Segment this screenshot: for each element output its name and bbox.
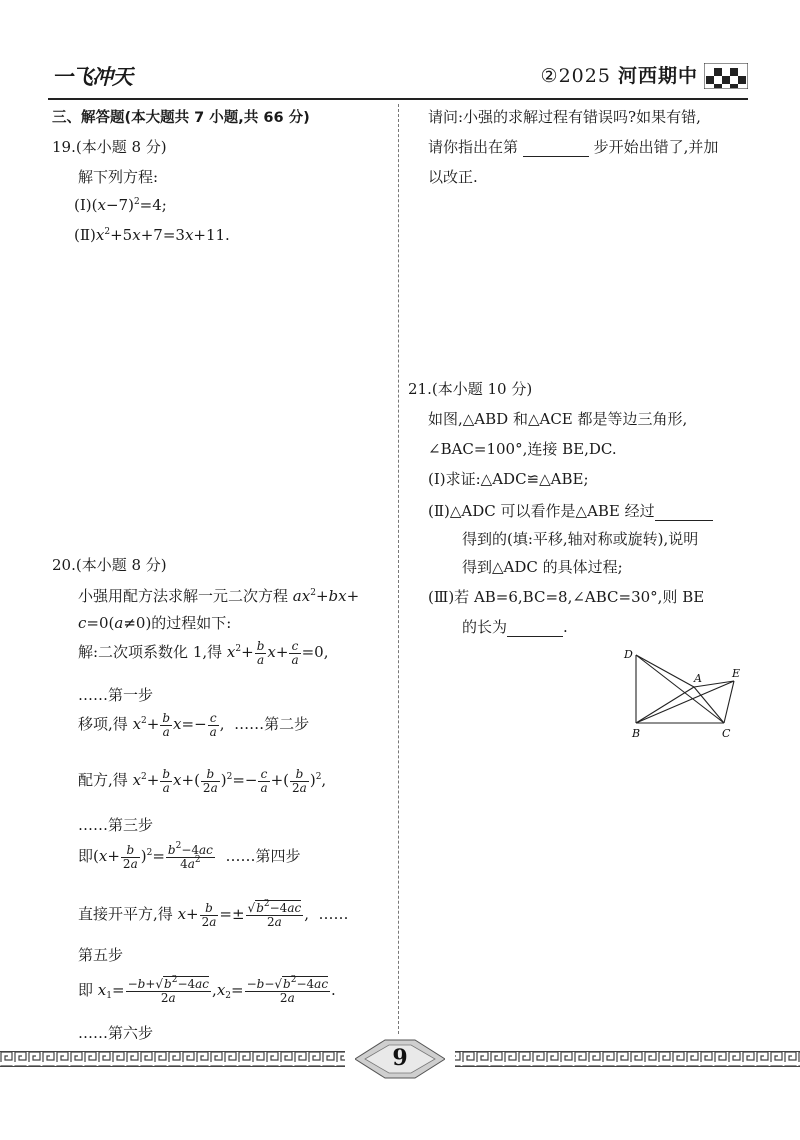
q20-question-line3: 以改正. [428,168,478,186]
q20-question-line1: 请问:小强的求解过程有错误吗?如果有错, [428,108,701,126]
q21-heading: 21.(本小题 10 分) [408,380,533,398]
q20-step1: 解:二次项系数化 1,得 $x^2+$ $\frac{b}{a}$ x+ $\frac{c}{a}$ =0, [78,639,329,667]
q21-part-2-line2: 得到的(填:平移,轴对称或旋转),说明 [462,530,699,548]
q20-heading: 20.(本小题 8 分) [52,556,167,574]
q20-step5: 直接开平方,得 x+ $\frac{b}{2a}$ =± $\frac{√b^2-4ac}{2a}$ , …… [78,899,349,929]
q19-part-1: $(Ⅰ)(x-7)^2=4$; [74,196,167,214]
point-label-a: A [694,672,702,685]
q21-line1: 如图,△ABD 和△ACE 都是等边三角形, [428,410,688,428]
q21-part-3-line1: (Ⅲ)若 AB=6,BC=8,∠ABC=30°,则 BE [428,588,705,606]
q19-part-2: $(Ⅱ)x^2+5x+7=3x+11$. [74,226,230,244]
page-header [48,55,748,95]
q20-step4: 即(x+ $\frac{b}{2a}$ )$^2$= $\frac{b^2-4ac}{4a^2}$ ……第四步 [78,841,301,871]
point-label-e: E [732,667,741,680]
answer-blank-be[interactable] [507,636,563,637]
q20-step6: 即 $x_1=$ $\frac{-b+√b^2-4ac}{2a}$ $,x_2=$ $\frac{-b-√b^2-4ac}{2a}$ . [78,975,336,1005]
point-label-d: D [624,648,633,661]
q20-step2: 移项,得 $x^2+$ $\frac{b}{a}$ x=− $\frac{c}{a}$ , ……第二步 [78,711,310,739]
q21-part-2-line1: (Ⅱ)△ADC 可以看作是△ABE 经过 [428,500,713,521]
column-divider [398,104,399,1034]
q20-step1-tag: ……第一步 [78,686,154,704]
edition-label: ②2025 河西期中 [540,65,698,87]
q19-heading: 19.(本小题 8 分) [52,138,167,156]
header-rule [48,98,748,100]
q20-intro-line1: 小强用配方法求解一元二次方程 $ax^2+bx+$ [78,587,360,605]
answer-blank-step[interactable] [523,156,589,157]
q20-intro-line2: c=0(a≠0)的过程如下: [78,614,232,632]
page-number: 9 [392,1045,408,1071]
q20-step3: 配方,得 $x^2+$ $\frac{b}{a}$ x+( $\frac{b}{2a}$ )$^2$=− $\frac{c}{a}$ +( $\frac{b}{2a}$ )$^2$, [78,767,327,795]
brand-logo-text: 一飞冲天 [52,65,132,89]
q21-part-1: (Ⅰ)求证:△ADC≌△ABE; [428,470,589,488]
q20-step3-tag: ……第三步 [78,816,154,834]
q20-step6-tag: ……第六步 [78,1024,154,1042]
q21-part-2-line3: 得到△ADC 的具体过程; [462,558,623,576]
answer-blank-transform[interactable] [655,520,713,521]
q19-intro: 解下列方程: [78,168,159,186]
q21-line2: ∠BAC=100°,连接 BE,DC. [428,440,617,458]
section-title: 三、解答题(本大题共 7 小题,共 66 分) [52,110,310,126]
point-label-c: C [722,727,731,740]
point-label-b: B [632,727,641,740]
q21-part-3-line2: 的长为 . [462,618,568,636]
geometry-figure [620,645,750,745]
checker-logo-icon [704,63,748,89]
q20-step5-tag: 第五步 [78,946,124,964]
q20-question-line2: 请你指出在第 步开始出错了,并加 [428,138,719,156]
